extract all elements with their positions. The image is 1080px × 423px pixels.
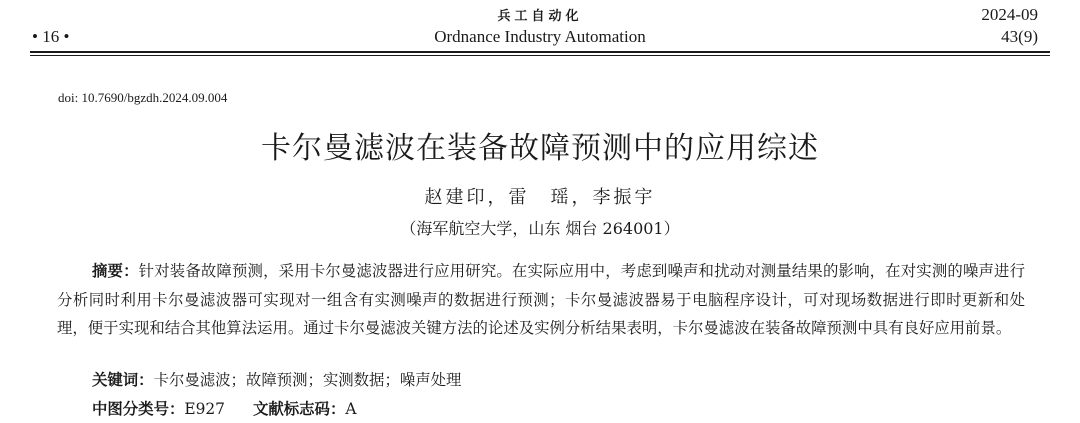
journal-title-english: Ordnance Industry Automation bbox=[434, 27, 646, 46]
keywords-label: 关键词： bbox=[92, 371, 154, 389]
doi-text: doi: 10.7690/bgzdh.2024.09.004 bbox=[58, 90, 228, 105]
header-rule-thin bbox=[30, 55, 1050, 56]
clc-label: 中图分类号： bbox=[92, 400, 185, 418]
clc-value: E927 bbox=[184, 400, 225, 418]
author-affiliation: （海军航空大学，山东 烟台 264001） bbox=[400, 219, 680, 238]
issue-date: 2024-09 bbox=[981, 5, 1038, 24]
volume-issue: 43(9) bbox=[1001, 27, 1038, 46]
page-number: • 16 • bbox=[32, 27, 70, 46]
author-list: 赵建印，雷 瑶，李振宇 bbox=[424, 187, 656, 208]
page-header bbox=[0, 0, 1080, 52]
abstract-label: 摘要： bbox=[92, 262, 139, 280]
keywords-line bbox=[92, 368, 461, 390]
journal-title-chinese: 兵工自动化 bbox=[497, 9, 583, 24]
classification-line bbox=[92, 397, 356, 419]
header-rule-thick bbox=[30, 51, 1050, 53]
document-code-value: A bbox=[345, 400, 357, 418]
keywords-text: 卡尔曼滤波；故障预测；实测数据；噪声处理 bbox=[153, 371, 462, 389]
abstract-paragraph bbox=[57, 257, 1025, 343]
abstract-text: 针对装备故障预测，采用卡尔曼滤波器进行应用研究。在实际应用中，考虑到噪声和扰动对测量结果的影响，在对实测的噪声进行分析同时利用卡尔曼滤波器可实现对一组含有实测噪声的数据进行预测；卡尔曼滤波器易于电脑程序设计，可对现场数据进行即时更新和处理，便于实现和结合其他算法运用。通过卡尔曼滤波关键方法的论述及实例分析结果表明，卡尔曼滤波在装备故障预测中具有良好应用前景。 bbox=[57, 262, 1025, 337]
document-code-label: 文献标志码： bbox=[252, 400, 346, 418]
paper-title: 卡尔曼滤波在装备故障预测中的应用综述 bbox=[261, 131, 819, 166]
